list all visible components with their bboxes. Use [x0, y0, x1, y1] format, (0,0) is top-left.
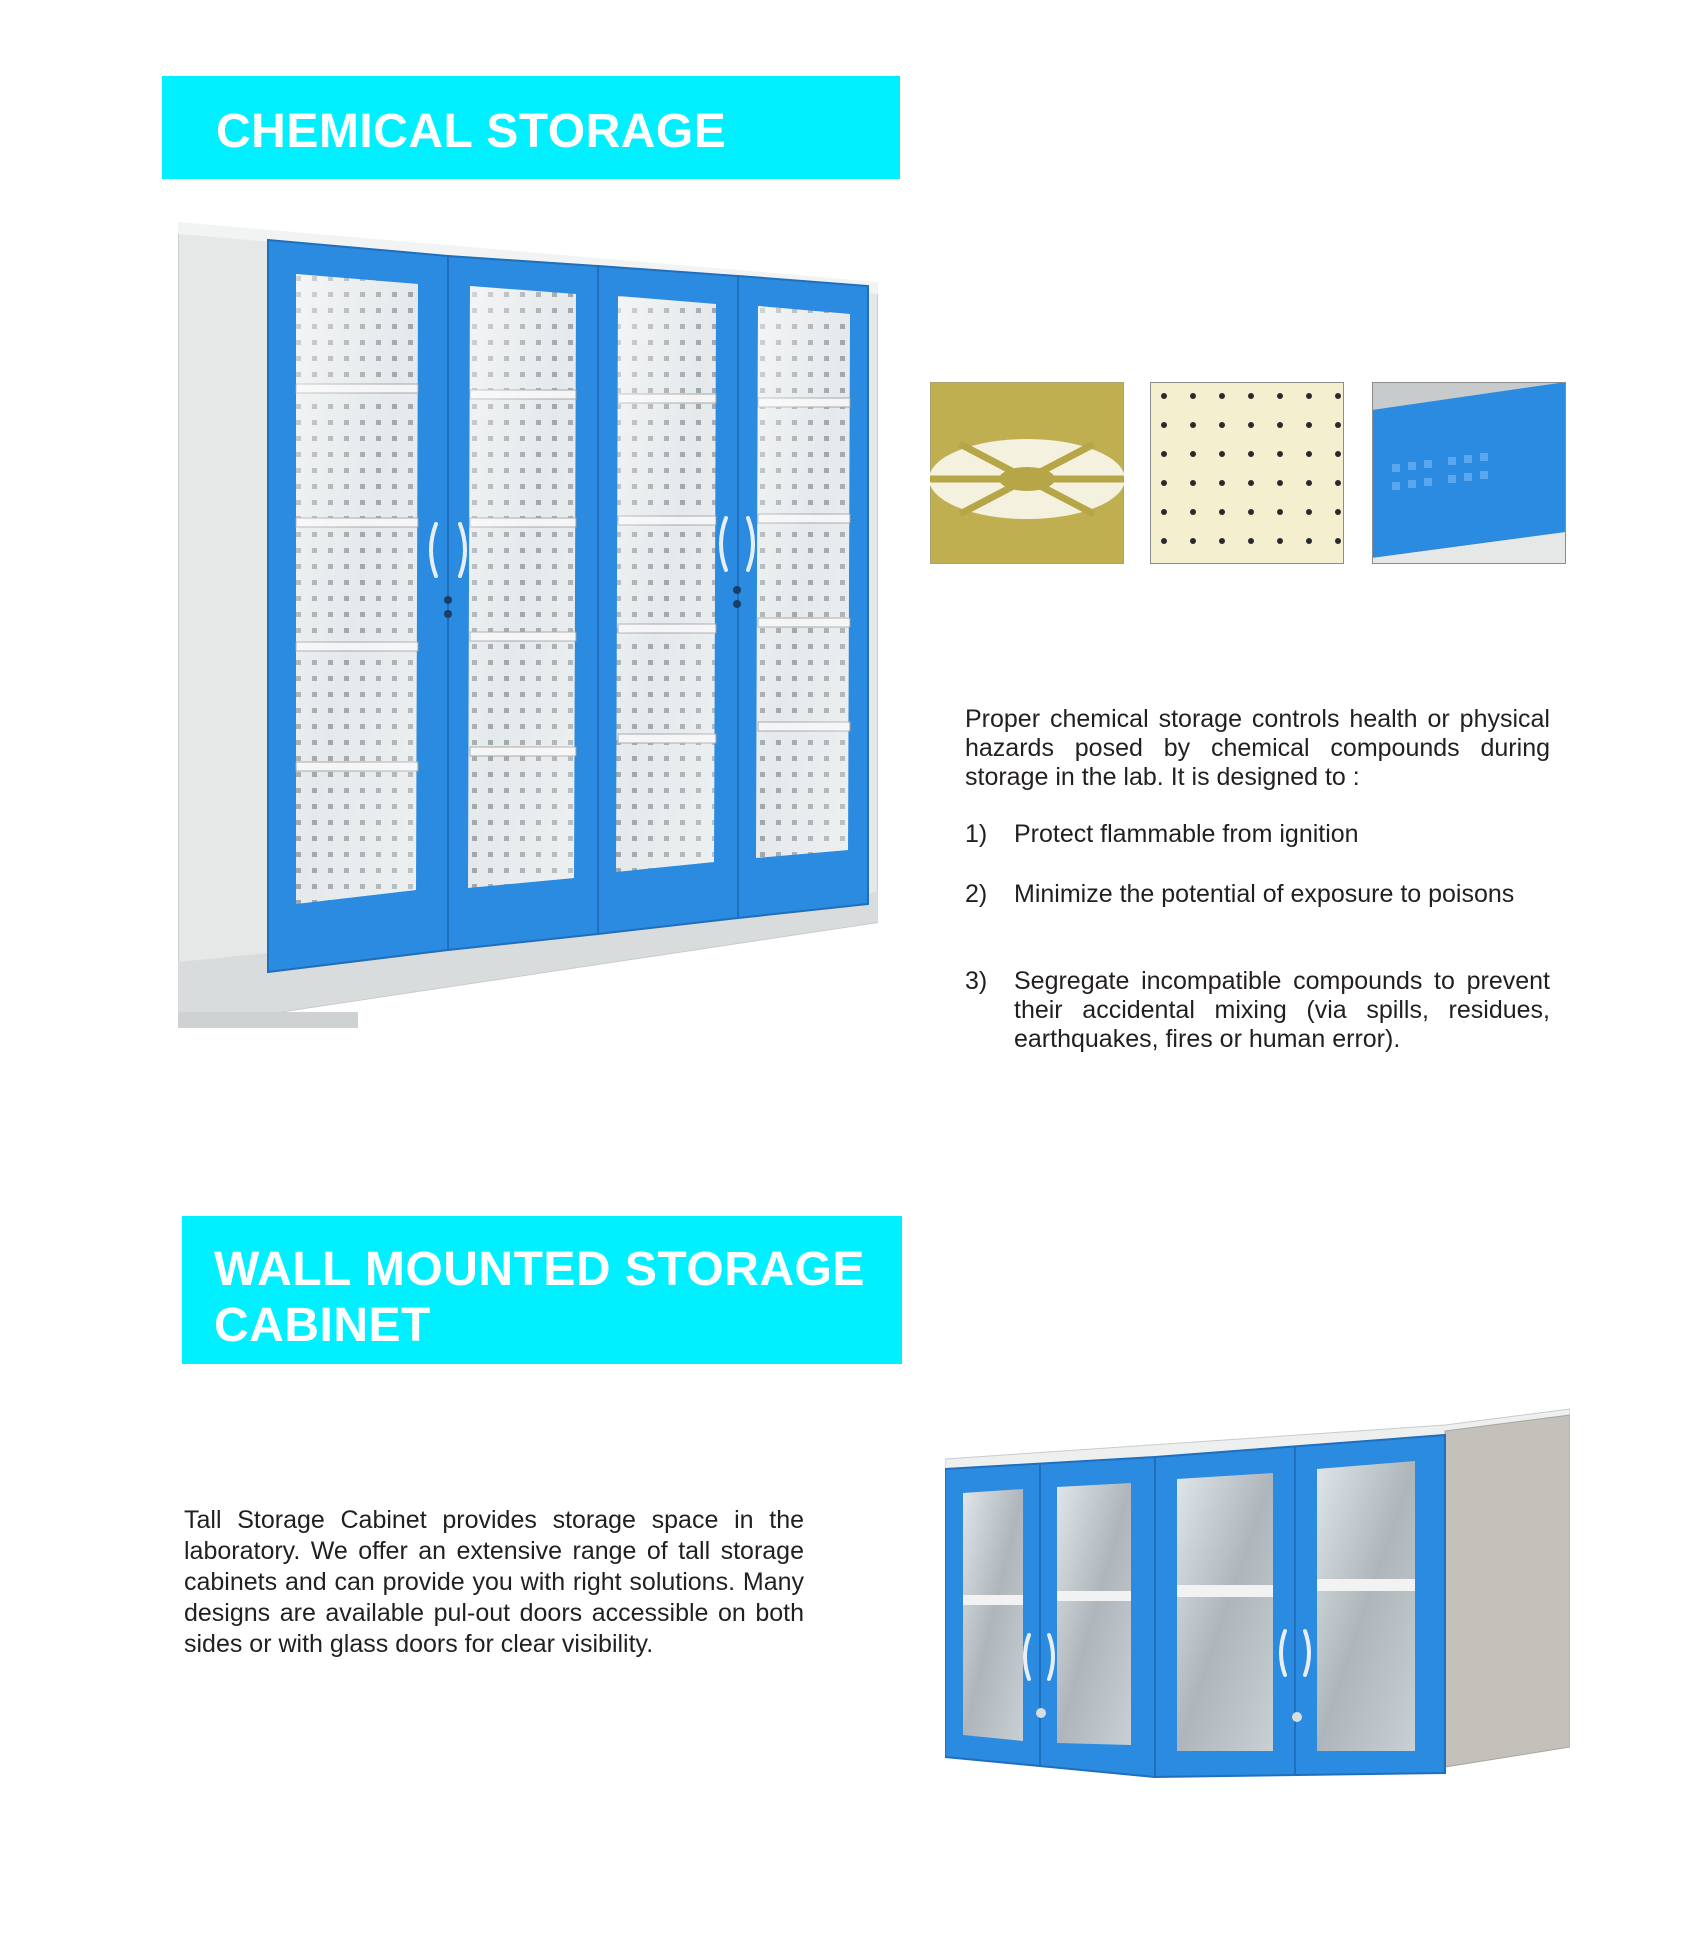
list-item-number: 1)	[965, 820, 988, 848]
pegboard-detail-thumbnail	[1150, 382, 1344, 564]
wall-mounted-title-line1: WALL MOUNTED STORAGE	[214, 1243, 865, 1296]
shelf-detail-thumbnail	[930, 382, 1124, 564]
wall-mounted-description: Tall Storage Cabinet provides storage space in the laboratory. We offer an extensive range of tall storage cabinets and can provide you with right solutions. Many designs are available pul-out doors accessible on both sides or with glass doors for clear visibility.	[184, 1506, 804, 1658]
chemical-storage-description: Proper chemical storage controls health or physical hazards posed by chemical compounds during storage in the lab. It is designed to :	[965, 705, 1550, 791]
list-item	[965, 820, 1550, 849]
tall-chemical-cabinet-image	[178, 222, 878, 1042]
wall-mounted-storage-banner	[182, 1216, 902, 1364]
door-detail-thumbnail	[1372, 382, 1566, 564]
list-item	[965, 880, 1550, 909]
list-item-text: Minimize the potential of exposure to poisons	[1014, 880, 1515, 908]
list-item-text: Protect flammable from ignition	[1014, 820, 1359, 848]
list-item-number: 3)	[965, 967, 988, 995]
list-item	[965, 967, 1550, 1054]
wall-mounted-cabinet-image	[945, 1395, 1570, 1780]
chemical-storage-banner	[162, 76, 900, 179]
wall-mounted-title-line2: CABINET	[214, 1299, 431, 1352]
list-item-number: 2)	[965, 880, 988, 908]
list-item-text: Segregate incompatible compounds to prevent their accidental mixing (via spills, residues, earthquakes, fires or human error).	[1014, 967, 1550, 1053]
chemical-storage-title: CHEMICAL STORAGE	[216, 105, 727, 158]
